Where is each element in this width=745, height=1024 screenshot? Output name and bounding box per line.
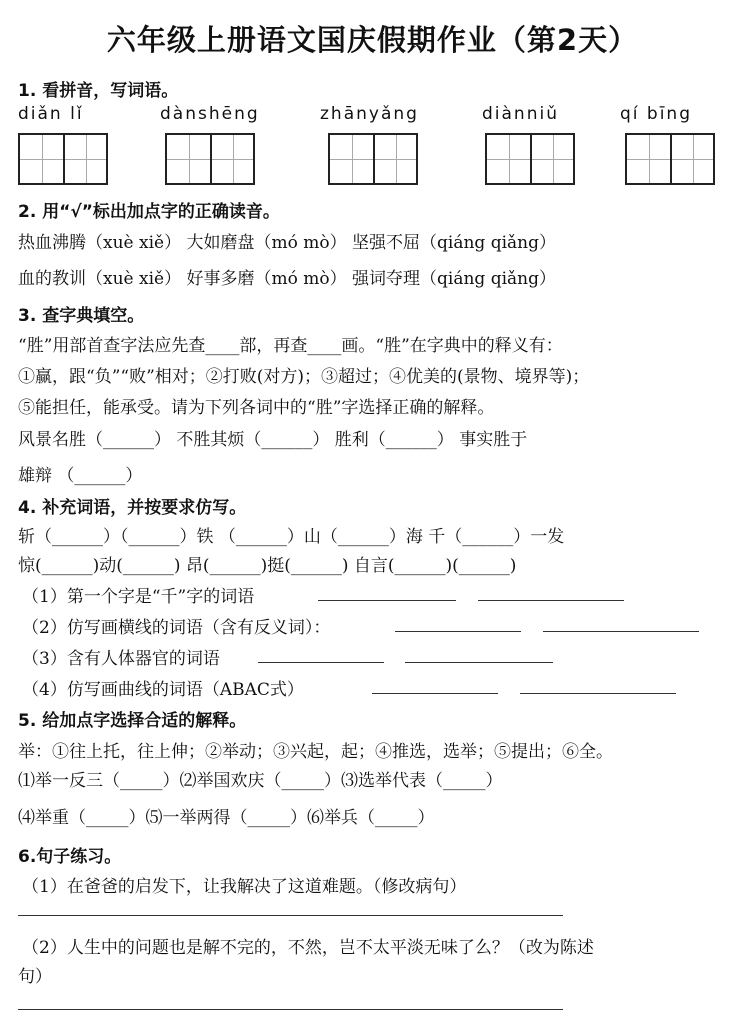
q4-heading: 4. 补充词语，并按要求仿写。 <box>18 498 247 518</box>
answer-line[interactable] <box>520 693 676 694</box>
q6-sub-1: （1）在爸爸的启发下，让我解决了这道难题。（修改病句） <box>22 877 467 897</box>
writing-box-3[interactable] <box>328 133 418 185</box>
writing-box-2[interactable] <box>165 133 255 185</box>
answer-line[interactable] <box>395 631 521 632</box>
q1-heading: 1. 看拼音，写词语。 <box>18 81 179 101</box>
writing-box-1[interactable] <box>18 133 108 185</box>
q5-line-3: ⑷举重（_____）⑸一举两得（_____）⑹举兵（_____） <box>18 808 435 828</box>
q3-line-5: 雄辩 （______） <box>18 466 143 486</box>
answer-line[interactable] <box>258 662 384 663</box>
q3-line-3: ⑤能担任，能承受。请为下列各词中的“胜”字选择正确的解释。 <box>18 398 495 418</box>
q6-sub-2b: 句） <box>18 967 52 987</box>
q4-line-1: 斩（______）（______）铁 （______）山（______）海 千（______）一发 <box>18 527 565 547</box>
q5-line-2: ⑴举一反三（_____）⑵举国欢庆（_____）⑶选举代表（_____） <box>18 771 503 791</box>
q4-sub-2: （2）仿写画横线的词语（含有反义词）： <box>22 618 331 638</box>
answer-line[interactable] <box>18 1009 563 1010</box>
q3-line-1: “胜”用部首查字法应先查____部，再查____画。“胜”在字典中的释义有： <box>18 336 563 356</box>
q4-sub-4: （4）仿写画曲线的词语（ABAC式） <box>22 680 304 700</box>
q5-heading: 5. 给加点字选择合适的解释。 <box>18 711 247 731</box>
q4-line-2: 惊(______)动(______) 昂(______)挺(______) 自言(______)(______) <box>18 556 517 576</box>
pinyin-5: qí bīng <box>620 104 692 124</box>
answer-line[interactable] <box>405 662 553 663</box>
pinyin-4: diànniǔ <box>482 104 559 124</box>
writing-box-5[interactable] <box>625 133 715 185</box>
pinyin-3: zhānyǎng <box>320 104 419 124</box>
answer-line[interactable] <box>318 600 456 601</box>
q3-heading: 3. 查字典填空。 <box>18 306 145 326</box>
answer-line[interactable] <box>18 915 563 916</box>
answer-line[interactable] <box>478 600 624 601</box>
q4-sub-3: （3）含有人体器官的词语 <box>22 649 220 669</box>
q2-heading: 2. 用“√”标出加点字的正确读音。 <box>18 202 280 222</box>
answer-line[interactable] <box>543 631 699 632</box>
q4-sub-1: （1）第一个字是“千”字的词语 <box>22 587 255 607</box>
writing-box-4[interactable] <box>485 133 575 185</box>
q6-heading: 6.句子练习。 <box>18 847 122 867</box>
pinyin-2: dànshēng <box>160 104 260 124</box>
page-title: 六年级上册语文国庆假期作业（第2天） <box>106 23 639 57</box>
q3-line-2: ①赢，跟“负”“败”相对；②打败(对方)；③超过；④优美的(景物、境界等)； <box>18 367 590 387</box>
q2-row-2: 血的教训（xuè xiě） 好事多磨（mó mò） 强词夺理（qiáng qiǎng） <box>18 269 556 289</box>
q3-line-4: 风景名胜（______） 不胜其烦（______） 胜利（______） 事实胜于 <box>18 430 528 450</box>
q5-line-1: 举：①往上托，往上伸；②举动；③兴起，起；④推选，选举；⑤提出；⑥全。 <box>18 742 613 762</box>
answer-line[interactable] <box>372 693 498 694</box>
q2-row-1: 热血沸腾（xuè xiě） 大如磨盘（mó mò） 坚强不屈（qiáng qiǎng） <box>18 233 556 253</box>
q6-sub-2a: （2）人生中的问题也是解不完的，不然，岂不太平淡无味了么？（改为陈述 <box>22 938 594 958</box>
pinyin-1: diǎn lǐ <box>18 104 84 124</box>
